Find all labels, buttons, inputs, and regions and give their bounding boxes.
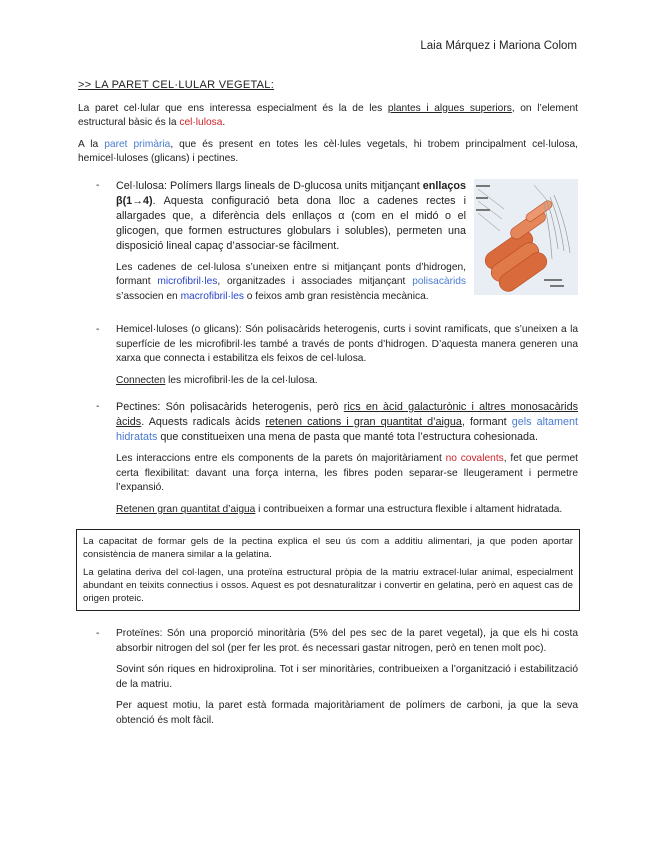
highlight-non-covalent: no covalents — [445, 453, 504, 464]
intro-paragraph-1: La paret cel·lular que ens interessa especialment és la de les plantes i algues superiors, on l’element estructural bàsic és la cel·lulosa. — [78, 102, 578, 128]
underlined-retain: retenen cations i gran quantitat d’aigua — [265, 416, 462, 428]
cellulose-paragraph-2: Les cadenes de cel·lulosa s’uneixen entre si mitjançant ponts d’hidrogen, formant microfibril·les, organitzades i associades mitjançant polisacàrids s’associen en macrofibril·les o feixos amb gran resistència mecànica. — [116, 261, 466, 302]
section-title: >> LA PARET CEL·LULAR VEGETAL: — [78, 79, 275, 91]
pectins-paragraph-1: Pectines: Són polisacàrids heterogenis, però rics en àcid galacturònic i altres monosacàrids àcids. Aquests radicals àcids retenen cations i gran quantitat d’aigua, formant gels altament hidratats que constitueixen una mena de pasta que manté tota l’estructura cohesionada. — [116, 401, 579, 443]
bullet-cellulose — [78, 179, 578, 312]
author-header: Laia Márquez i Mariona Colom — [420, 40, 577, 52]
underlined-connect: Connecten — [116, 374, 166, 386]
note-box — [76, 529, 580, 611]
bullet-dash: - — [96, 179, 100, 191]
pectins-paragraph-2: Les interaccions entre els components de la parets ón majoritàriament no covalents, fet que permet certa flexibilitat: davant una força interna, les fibres poden separar-se lleugerament i permetre l’expansió. — [116, 453, 578, 493]
underlined-term: plantes i algues superiors — [387, 102, 512, 114]
bullet-proteins — [78, 627, 578, 728]
cellulose-fibril-diagram-icon — [474, 179, 578, 295]
highlight-polysaccharides: polisacàrids — [412, 276, 466, 287]
hemicellulose-paragraph-1: Hemicel·luloses (o glicans): Són polisacàrids heterogenis, curts i sovint ramificats, que s’uneixen a la superfície de les microfibril·les també a través de ponts d’hidrogen. D’aquesta manera generen una xarxa que connecta i estabilitza els feixos de cel·lulosa. — [116, 324, 578, 364]
pectins-paragraph-3: Retenen gran quantitat d’aigua i contribueixen a formar una estructura flexible i altament hidratada. — [116, 503, 563, 515]
highlight-microfibrils: microfibril·les — [157, 276, 218, 287]
highlight-gels: gels altament hidratats — [116, 416, 579, 443]
note-paragraph-2: La gelatina deriva del col·lagen, una proteïna estructural pròpia de la matriu extracel·lular animal, especialment abundant en teixits connectius i ossos. Aquest es pot desnaturalitzar i convertir en gelatina, però en aquest cas de origen proteic. — [83, 567, 573, 604]
note-paragraph-1: La capacitat de formar gels de la pectina explica el seu ús com a additiu alimentari, ja que poden aportar consistència de manera similar a la gelatina. — [83, 536, 573, 560]
intro-paragraph-2: A la paret primària, que és present en totes les cèl·lules vegetals, hi trobem principalment cel·lulosa, hemicel·luloses (glicans) i pectines. — [78, 138, 579, 164]
cellulose-paragraph-1: Cel·lulosa: Polímers llargs lineals de D-glucosa units mitjançant enllaços β(1→4). Aquesta configuració beta dona lloc a cadenes rectes i allargades que, a diferència dels enllaços α (com en el midó o el glicogen, que formen estructures globulars i solubles), permeten una disposició lineal capaç d’associar-se fàcilment. — [116, 179, 466, 252]
highlight-macrofibrils: macrofibril·les — [180, 290, 244, 302]
bullet-dash: - — [96, 324, 100, 335]
bullet-dash: - — [96, 628, 100, 639]
bullet-pectins — [78, 400, 578, 517]
highlight-cellulose: cel·lulosa — [179, 117, 223, 128]
document-body — [78, 78, 578, 735]
hemicellulose-paragraph-2: Connecten les microfibril·les de la cel·lulosa. — [116, 374, 318, 386]
proteins-paragraph-2: Sovint són riques en hidroxiprolina. Tot i ser minoritàries, contribueixen a l’organització i estabilització de la matriu. — [116, 664, 578, 690]
underlined-water: Retenen gran quantitat d’aigua — [116, 503, 256, 515]
proteins-paragraph-1: Proteïnes: Són una proporció minoritària (5% del pes sec de la paret vegetal), ja que els hi costa absorbir nitrogen del sol (per fer les prot. és necessari gastar nitrogen, però en tenen molt poc). — [116, 628, 578, 654]
proteins-paragraph-3: Per aquest motiu, la paret està formada majoritàriament de polímers de carboni, ja que la seva obtenció és molt fàcil. — [116, 700, 578, 726]
bullet-dash: - — [96, 401, 100, 412]
underlined-acids: rics en àcid galacturònic i altres monosacàrids àcids — [116, 401, 578, 428]
bullet-hemicellulose — [78, 323, 578, 388]
beta-bond-term: enllaços β(1→4) — [116, 179, 466, 207]
highlight-primary-wall: paret primària — [104, 138, 171, 150]
